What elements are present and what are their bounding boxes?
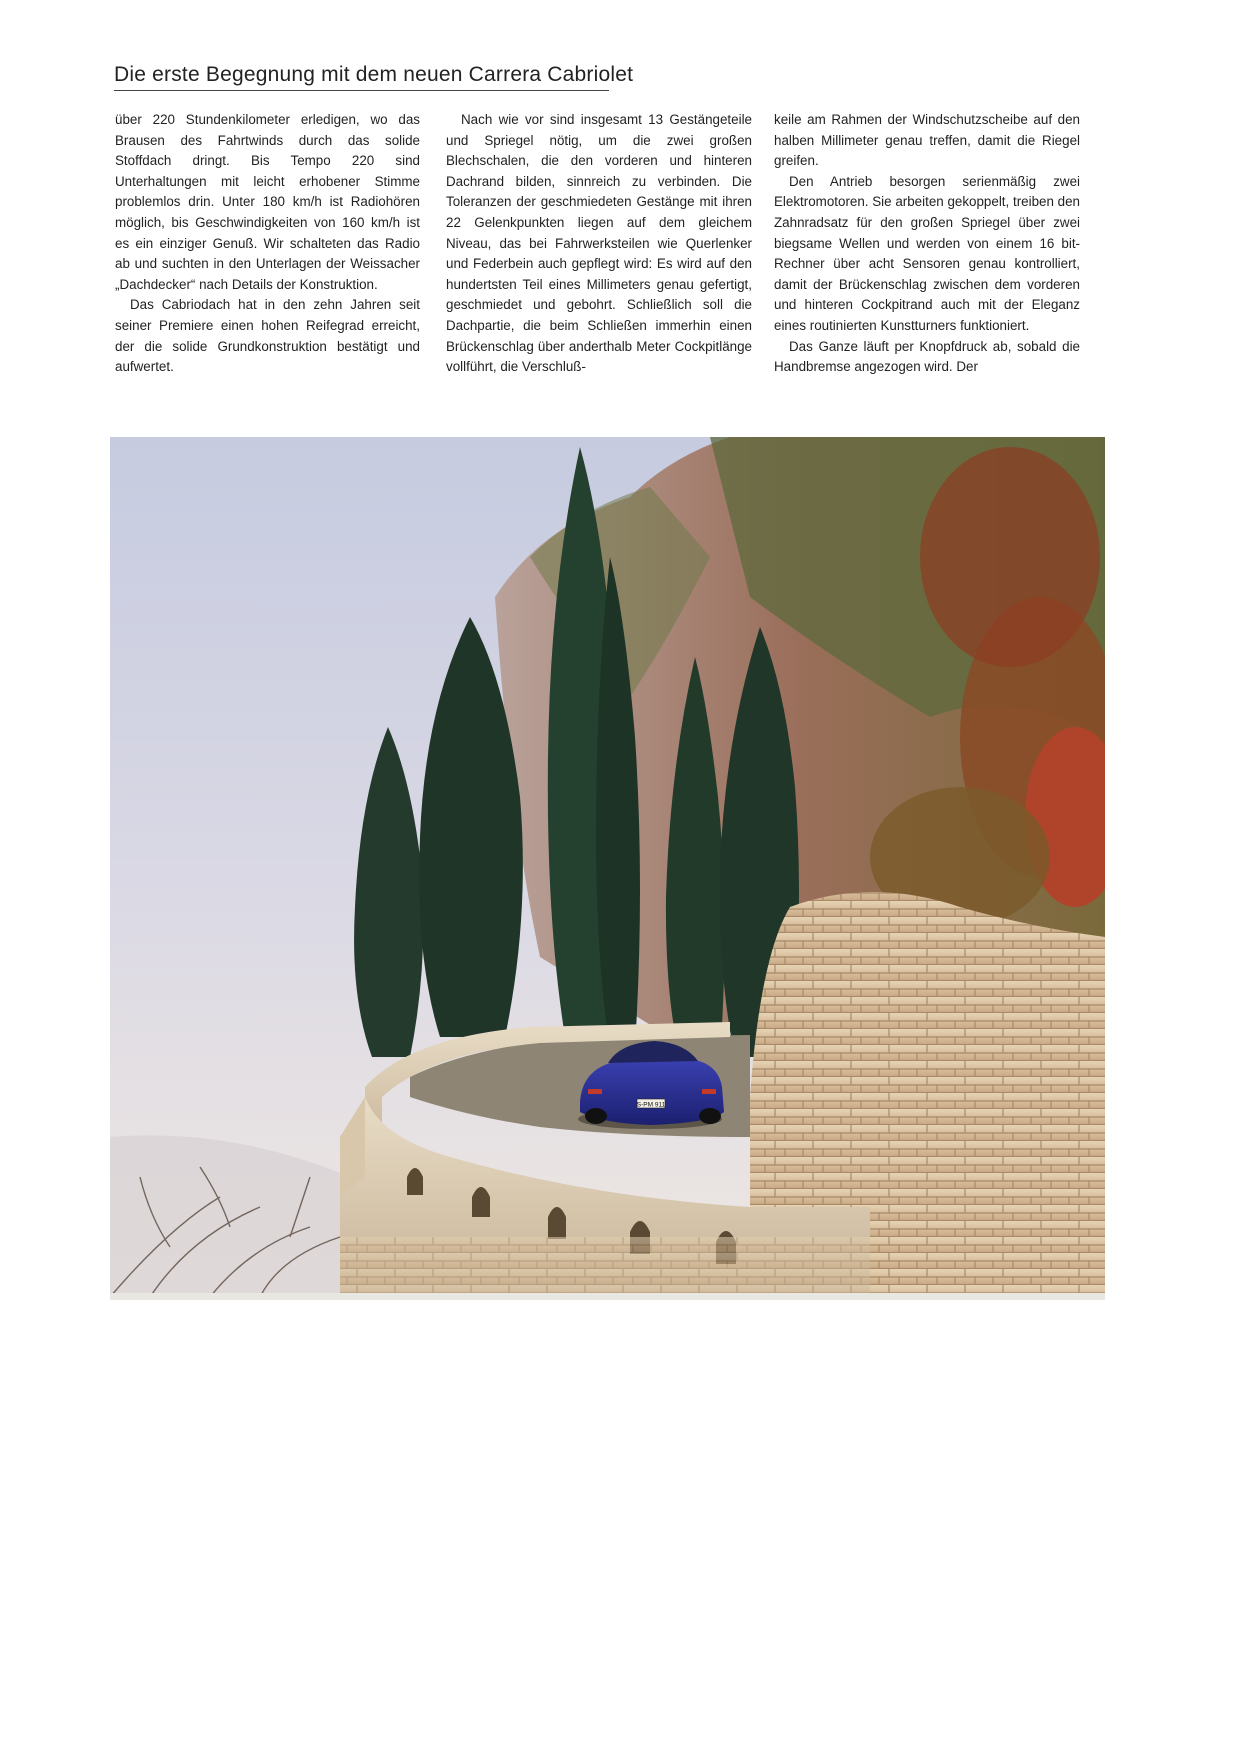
lower-masonry [340,1237,870,1300]
paragraph: über 220 Stundenkilometer erledigen, wo das Brausen des Fahrtwinds durch das solide Stoffdach dringt. Bis Tempo 220 sind Unterhaltungen mit leicht erhobener Stimme problemlos drin. Unter 180 km/h ist Radiohören möglich, bis Geschwindigkeiten von 160 km/h ist es ein einziger Genuß. Wir schalteten das Radio ab und suchten in den Unterlagen der Weissacher „Dachdecker“ nach Details der Konstruktion. [115,112,420,292]
photo-illustration [110,437,1105,1300]
article-title: Die erste Begegnung mit dem neuen Carrera Cabriolet [114,63,634,86]
license-plate: S-PM 911 [636,1101,666,1109]
text-column-1 [115,110,420,378]
article-heading [114,62,634,92]
heading-underline [114,90,609,91]
paragraph: Den Antrieb besorgen serienmäßig zwei Elektromotoren. Sie arbeiten gekoppelt, treiben den Zahnradsatz für den großen Spriegel über zwei biegsame Wellen und werden von einem 16 bit-Rechner über acht Sensoren genau kontrolliert, damit der Brückenschlag zwischen dem vorderen und hinteren Cockpitrand auch mit der Eleganz eines routinierten Kunstturners funktioniert. [774,173,1080,333]
text-column-2 [446,110,752,378]
paragraph: Das Cabriodach hat in den zehn Jahren seit seiner Premiere einen hohen Reifegrad erreicht, der die solide Grundkonstruktion bestätigt und aufwertet. [115,297,420,375]
paragraph: keile am Rahmen der Windschutzscheibe auf den halben Millimeter genau treffen, damit die Riegel greifen. [774,112,1080,169]
text-column-3 [774,110,1080,378]
paragraph: Das Ganze läuft per Knopfdruck ab, sobald die Handbremse angezogen wird. Der [774,338,1080,375]
paragraph: Nach wie vor sind insgesamt 13 Gestängeteile und Spriegel nötig, um die zwei großen Blechschalen, die den vorderen und hinteren Dachrand bilden, sinnreich zu verbinden. Die Toleranzen der geschmiedeten Gestänge mit ihren 22 Gelenkpunkten liegen auf dem gleichem Niveau, das bei Fahrwerksteilen wie Querlenker und Federbein auch gepflegt wird: Es wird auf den hundertsten Teil eines Millimeters genau gefertigt, geschmiedet und gebohrt. Schließlich soll die Dachpartie, die beim Schließen immerhin einen Brückenschlag über anderthalb Meter Cockpitlänge vollführt, die Verschluß- [446,112,752,375]
photo-bottom-edge [110,1293,1105,1300]
cabriolet-mountain-road-photo [110,437,1105,1300]
